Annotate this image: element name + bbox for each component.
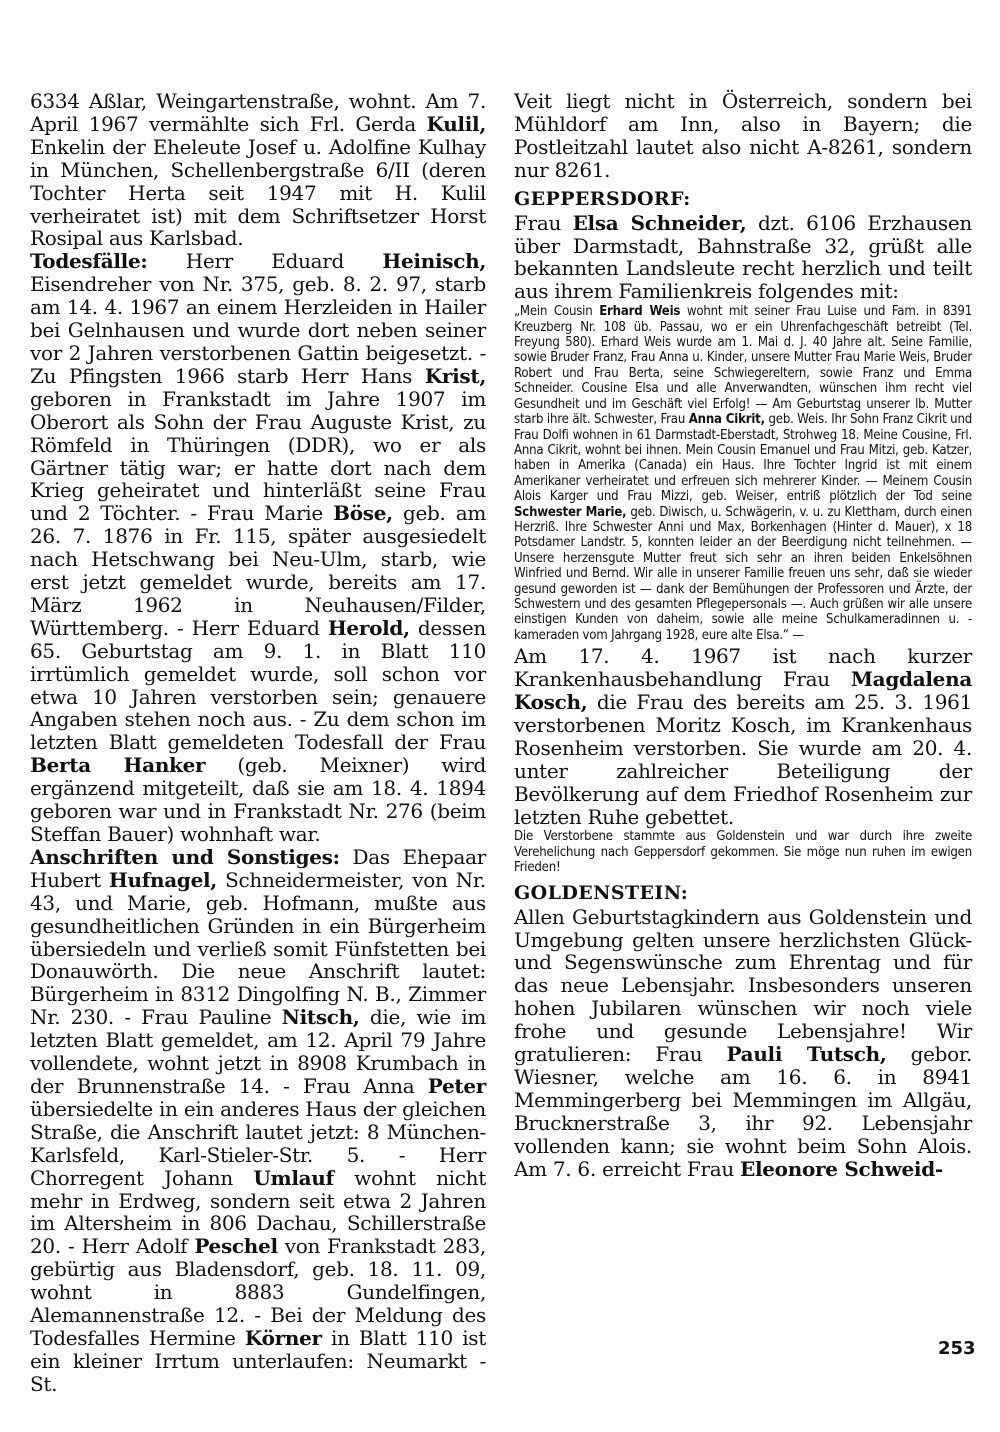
text-run: geb. Weis. Ihr Sohn Franz Cikrit und Frau Dolfi wohnen in 61 Darmstadt-Eberstadt, Strohweg 18. Meine Cousine, Frl. Anna Cikrit, wohnt bei ihnen. Mein Cousin Emanuel und Frau Mitzi, geb. Katzer, haben in Amerika (Canada) ein Haus. Ihre Tochter Ingrid ist mit einem Amerikaner verheiratet und erfreuen sich mehrerer Kinder. — Meinem Cousin Alois Karger und Frau Mizzi, geb. Weiser, entriß plötzlich der Tod seine [514,412,972,505]
text-run: Eisendreher von Nr. 375, geb. 8. 2. 97, starb am 14. 4. 1967 an einem Herzleiden in Hailer bei Gelnhausen und wurde dort neben seiner vor 2 Jahren verstorbenen Gattin beigesetzt. - Zu Pfingsten 1966 starb Herr Hans [30,272,486,388]
text-run: dessen 65. Geburtstag am 9. 1. in Blatt 110 irrtümlich gemeldet wurde, soll schon vor etwa 10 Jahren verstorben sein; genauere Angaben stehen noch aus. - Zu dem schon im letzten Blatt gemeldeten Todesfall der Frau [30,615,487,755]
text-run: (geb. Meixner) wird ergänzend mitgeteilt, daß sie am 18. 4. 1894 geboren war und in Frankstadt Nr. 276 (beim Steffan Bauer) wohnhaft war. [30,753,486,846]
text-run: Enkelin der Eheleute Josef u. Adolfine Kulhay in München, Schellenbergstraße 6/II (deren Tochter Herta seit 1947 mit H. Kulil verheiratet ist) mit dem Schriftsetzer Horst Rosipal aus Karlsbad. [30,134,486,251]
name-heinisch: Heinisch, [382,249,486,274]
name-erhard-weis: Erhard Weis [599,304,681,320]
name-anna-cikrit: Anna Cikrit, [688,412,765,428]
section-label-deaths: Todesfälle: [30,249,148,274]
name-magdalena-kosch: Magdalena Kosch, [514,667,972,714]
text-run: 6334 Aßlar, Weingartenstraße, wohnt. Am 7. April 1967 vermählte sich Frl. Gerda [30,89,486,136]
left-column [30,90,486,1396]
text-run: geb. Diwisch, u. Schwägerin, v. u. zu Klettham, durch einen Herzriß. Ihre Schwester Anni und Max, Borkenhagen (Hinter d. Mauer), x 18 Potsdamer Landstr. 5, konnten leider an der Beerdigung nicht teilnehmen. — Unsere herzensgute Mutter freut sich sehr an ihren beiden Enkelsöhnen Winfried und Bernd. Wir alle in unserer Familie freuen uns sehr, daß sie wieder gesund geworden ist — dank der Bemühungen der Professoren und Ärzte, der Schwestern und des gesamten Pflegepersonals —. Auch grüßen wir alle unsere einstigen Kunden von daheim, sowie alle meine Schulkameradinnen u. -kameraden vom Jahrgang 1928, eure alte Elsa.“ — [514,504,972,643]
name-hanker: Berta Hanker [30,753,206,778]
paragraph-deaths [30,250,486,846]
name-nitsch: Nitsch, [281,1005,360,1030]
text-run: in Blatt 110 ist ein kleiner Irrtum unterlaufen: Neumarkt - St. [30,1325,486,1396]
text-run: geb. am 26. 7. 1876 in Fr. 115, später ausgesiedelt nach Hetschwang bei Neu-Ulm, starb, wie erst jetzt gemeldet wurde, bereits am 17. März 1962 in Neuhausen/Filder, Württemberg. - Herr Eduard [30,501,486,640]
paragraph-schneider [514,212,972,304]
paragraph-addresses [30,846,486,1396]
name-hufnagel: Hufnagel, [108,867,217,892]
right-column [514,90,972,1181]
text-run: Schneidermeister, von Nr. 43, und Marie, geb. Hofmann, mußte aus gesundheitlichen Gründen in ein Bürgerheim übersiedeln und verließ somit Fünfstetten bei Donauwörth. Die neue Anschrift lautet: Bürgerheim in 8312 Dingolfing N. B., Zimmer Nr. 230. - Frau Pauline [30,867,486,1030]
page-number: 253 [938,1338,976,1359]
paragraph-marriage [30,90,486,250]
text-run: geboren in Frankstadt im Jahre 1907 im Oberort als Sohn der Frau Auguste Krist, zu Römfeld in Thüringen (DDR), wo er als Gärtner tätig war; er hatte dort nach dem Krieg geheiratet und hinterläßt seine Frau und 2 Töchter. - Frau Marie [30,386,486,526]
text-run: die Frau des bereits am 25. 3. 1961 verstorbenen Moritz Kosch, im Krankenhaus Rosenheim verstorben. Sie wurde am 20. 4. unter zahlreicher Beteiligung der Bevölkerung auf dem Friedhof Rosenheim zur letzten Ruhe gebettet. [514,690,972,829]
name-umlauf: Umlauf [253,1165,334,1190]
text-run: gebor. Wiesner, welche am 16. 6. in 8941 Memmingerberg bei Memmingen im Allgäu, Brucknerstraße 3, ihr 92. Lebensjahr vollenden kann; sie wohnt beim Sohn Alois. Am 7. 6. erreicht Frau [514,1042,972,1181]
letter-quote [514,304,972,643]
heading-goldenstein: GOLDENSTEIN: [514,881,689,904]
name-eleonore-schweid: Eleonore Schweid- [740,1156,943,1181]
section-label-addresses: Anschriften und Sonstiges: [30,844,340,869]
name-peschel: Peschel [194,1234,278,1259]
name-elsa-schneider: Elsa Schneider, [572,210,747,235]
text-run: Das Ehepaar Hubert [30,844,486,892]
note-kosch: Die Verstorbene stammte aus Goldenstein und war durch ihre zweite Verehelichung nach Geppersdorf gekommen. Sie möge nun ruhen im ewigen Frieden! [514,829,972,876]
name-herold: Herold, [327,615,410,640]
paragraph-veit: Veit liegt nicht in Österreich, sondern bei Mühldorf am Inn, also in Bayern; die Postleitzahl lautet also nicht A-8261, sondern nur 8261. [514,89,972,182]
paragraph-kosch [514,645,972,828]
name-schwester-marie: Schwester Marie, [514,504,627,520]
text-run: wohnt nicht mehr in Erdweg, sondern seit etwa 2 Jahren im Altersheim in 806 Dachau, Schillerstraße 20. - Herr Adolf [30,1165,486,1259]
text-run: Allen Geburtstagkindern aus Goldenstein und Umgebung gelten unsere herzlichsten Glück- und Segenswünsche zum Ehrentag und für das neue Lebensjahr. Insbesonders unseren hohen Jubilaren wünschen wir noch viele frohe und gesunde Lebensjahre! Wir gratulieren: Frau [514,904,972,1067]
text-run: von Frankstadt 283, gebürtig aus Bladensdorf, geb. 18. 11. 09, wohnt in 8883 Gundelfingen, Alemannenstraße 12. - Bei der Meldung des Todesfalles Hermine [30,1234,486,1350]
name-kulil: Kulil, [426,111,486,136]
name-pauli-tutsch: Pauli Tutsch, [726,1042,887,1067]
text-run: wohnt mit seiner Frau Luise und Fam. in 8391 Kreuzberg Nr. 108 üb. Passau, wo er ein Uhrenfachgeschäft betreibt (Tel. Freyung 580). Erhard Weis wurde am 1. Mai d. J. 40 Jahre alt. Seine Familie, sowie Bruder Franz, Frau Anna u. Kinder, unsere Mutter Frau Marie Weis, Bruder Robert und Frau Berta, seine Schwiegereltern, sowie Franz und Emma Schneider. Cousine Elsa und alle Anverwandten, wünschen ihm recht viel Gesundheit und im Geschäft viel Erfolg! — Am Geburtstag unserer lb. Mutter starb ihre ält. Schwester, Frau [514,304,972,428]
paragraph-birthdays [514,906,972,1181]
name-krist: Krist, [424,363,486,388]
name-boese: Böse, [333,501,393,526]
text-run: die, wie im letzten Blatt gemeldet, am 12. April 79 Jahre vollendete, wohnt jetzt in 8908 Krumbach in der Brunnenstraße 14. - Frau Anna [30,1005,486,1098]
text-run: „Mein Cousin [514,304,600,320]
text-run: Am 17. 4. 1967 ist nach kurzer Krankenhausbehandlung Frau [514,644,972,692]
name-koerner: Körner [244,1325,322,1350]
heading-geppersdorf: GEPPERSDORF: [514,187,691,210]
text-run: dzt. 6106 Erzhausen über Darmstadt, Bahnstraße 32, grüßt alle bekannten Landsleute recht herzlich und teilt aus ihrem Familienkreis folgendes mit: [514,210,972,304]
text-run: übersiedelte in ein anderes Haus der gleichen Straße, die Anschrift lautet jetzt: 8 München-Karlsfeld, Karl-Stieler-Str. 5. - Herr Chorregent Johann [30,1096,486,1190]
text-run: Herr Eduard [147,249,383,274]
name-peter: Peter [427,1073,486,1098]
text-run: Frau [514,210,573,235]
